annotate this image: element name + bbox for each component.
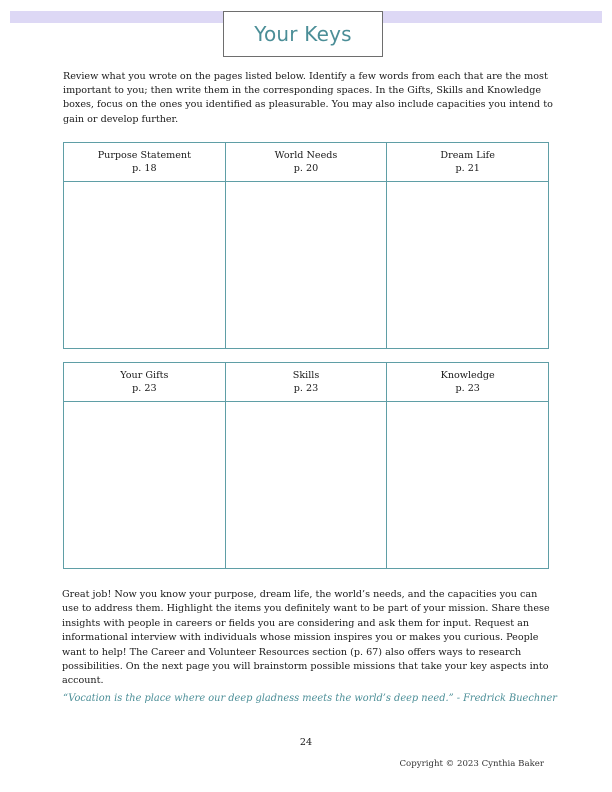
world-needs-write-area[interactable] — [226, 182, 387, 348]
copyright: Copyright © 2023 Cynthia Baker — [399, 759, 544, 769]
keys-grid-bottom — [63, 362, 549, 569]
your-gifts-write-area[interactable] — [64, 402, 225, 568]
knowledge-column — [387, 363, 548, 568]
intro-paragraph: Review what you wrote on the pages listed below. Identify a few words from each that are the most important to you; then write them in the corresponding spaces. In the Gifts, Skills and Knowledge boxes, focus on the ones you identified as pleasurable. You may also include capacities you intend to gain or develop further. — [63, 71, 553, 125]
column-page-ref: p. 21 — [455, 163, 480, 174]
column-label: Your Gifts — [120, 370, 169, 381]
column-page-ref: p. 23 — [132, 383, 157, 394]
column-header — [226, 143, 387, 182]
knowledge-write-area[interactable] — [387, 402, 548, 568]
column-label: Dream Life — [440, 150, 495, 161]
column-header — [387, 363, 548, 402]
quote: “Vocation is the place where our deep gladness meets the world’s deep need.” - Fredrick Buechner — [63, 693, 557, 704]
column-header — [387, 143, 548, 182]
purpose-statement-column — [64, 143, 226, 348]
page-title: Your Keys — [254, 22, 352, 46]
your-gifts-column — [64, 363, 226, 568]
purpose-statement-write-area[interactable] — [64, 182, 225, 348]
world-needs-column — [226, 143, 388, 348]
column-page-ref: p. 18 — [132, 163, 157, 174]
column-page-ref: p. 23 — [293, 383, 319, 394]
column-header — [226, 363, 387, 402]
title-box — [223, 11, 383, 57]
closing-paragraph: Great job! Now you know your purpose, dream life, the world’s needs, and the capacities you can use to address them. Highlight the items you definitely want to be part of your mission. Share these insights with people in careers or fields you are considering and ask them for input. Request an informational interview with individuals whose mission inspires you or makes you curious. People want to help! The Career and Volunteer Resources section (p. 67) also offers ways to research possibilities. On the next page you will brainstorm possible missions that take your key aspects into account. — [62, 589, 550, 687]
skills-write-area[interactable] — [226, 402, 387, 568]
column-header — [64, 143, 225, 182]
column-page-ref: p. 20 — [293, 163, 319, 174]
page-number: 24 — [299, 737, 313, 748]
column-label: Purpose Statement — [97, 150, 191, 161]
skills-column — [226, 363, 388, 568]
keys-grid-top — [63, 142, 549, 349]
dream-life-column — [387, 143, 548, 348]
column-label: Skills — [292, 370, 320, 381]
column-label: Knowledge — [440, 370, 495, 381]
column-label: World Needs — [274, 150, 338, 161]
column-header — [64, 363, 225, 402]
dream-life-write-area[interactable] — [387, 182, 548, 348]
column-page-ref: p. 23 — [455, 383, 480, 394]
